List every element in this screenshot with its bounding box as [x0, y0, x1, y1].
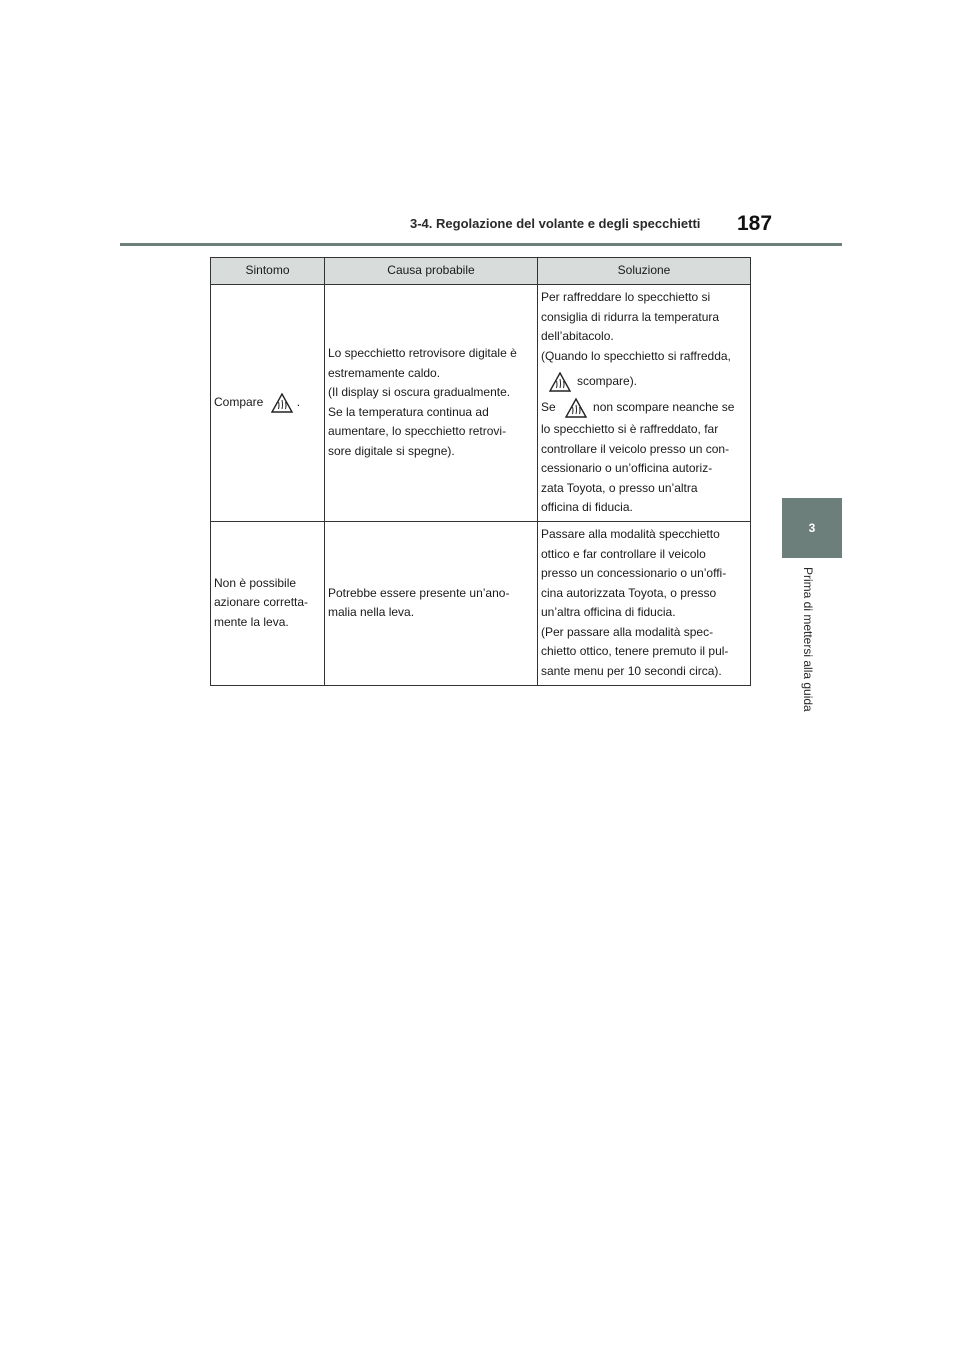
solution-text: non scompare neanche se	[593, 400, 735, 415]
solution-line: consiglia di ridurra la temperatura	[541, 309, 720, 324]
symptom-text: Compare	[214, 394, 264, 409]
solution-cell	[538, 285, 751, 522]
solution-line: cessionario o un’officina autoriz-	[541, 461, 713, 475]
symptom-line: azionare corretta-	[214, 595, 309, 610]
symptom-text-end: .	[296, 394, 301, 409]
mirror-heat-warning-icon	[271, 393, 293, 413]
cause-line: (Il display si oscura gradualmente.	[328, 385, 511, 400]
cause-line: sore digitale si spegne).	[328, 443, 455, 458]
table-row	[211, 521, 751, 685]
solution-line: cina autorizzata Toyota, o presso	[541, 585, 717, 600]
solution-line: presso un concessionario o un’offi-	[541, 566, 727, 580]
table-header-row	[211, 258, 751, 285]
solution-line: (Quando lo specchietto si raffredda,	[541, 348, 731, 363]
solution-line: zata Toyota, o presso un’altra	[541, 480, 698, 495]
page-number: 187	[737, 212, 773, 235]
solution-line: lo specchietto si è raffreddato, far	[541, 422, 719, 436]
solution-cell	[538, 521, 751, 685]
mirror-heat-warning-icon	[565, 398, 587, 418]
cause-line: Se la temperatura continua ad	[328, 404, 489, 419]
cause-line: aumentare, lo specchietto retrovi-	[328, 424, 507, 439]
solution-line: ottico e far controllare il veicolo	[541, 546, 706, 561]
cause-line: Lo specchietto retrovisore digitale è	[328, 346, 517, 361]
chapter-tab	[782, 498, 842, 558]
chapter-title: Prima di mettersi alla guida	[801, 567, 815, 712]
cause-cell	[325, 285, 538, 522]
solution-line: Per raffreddare lo specchietto si	[541, 290, 711, 304]
troubleshooting-table	[210, 257, 751, 686]
solution-line: chietto ottico, tenere premuto il pul-	[541, 644, 729, 658]
cause-cell	[325, 521, 538, 685]
table-row	[211, 285, 751, 522]
solution-line: un’altra officina di fiducia.	[541, 605, 676, 619]
solution-line: controllare il veicolo presso un con-	[541, 441, 730, 456]
solution-line: dell’abitacolo.	[541, 329, 614, 343]
column-header-solution: Soluzione	[538, 258, 751, 285]
symptom-line: Non è possibile	[214, 575, 297, 590]
cause-line: Potrebbe essere presente un’ano-	[328, 585, 510, 600]
solution-line: sante menu per 10 secondi circa).	[541, 663, 722, 678]
symptom-line: mente la leva.	[214, 614, 289, 629]
solution-icon-line-2	[541, 396, 747, 420]
header-rule	[120, 243, 842, 246]
symptom-cell	[211, 521, 325, 685]
solution-line: (Per passare alla modalità spec-	[541, 624, 714, 639]
solution-text: Se	[541, 400, 556, 415]
cause-line: malia nella leva.	[328, 605, 415, 619]
solution-text: scompare).	[577, 374, 638, 389]
chapter-number: 3	[808, 521, 816, 535]
symptom-cell	[211, 285, 325, 522]
solution-line: officina di fiducia.	[541, 500, 633, 514]
column-header-cause: Causa probabile	[325, 258, 538, 285]
cause-line: estremamente caldo.	[328, 365, 441, 380]
column-header-symptom: Sintomo	[211, 258, 325, 285]
mirror-heat-warning-icon	[549, 372, 571, 392]
solution-icon-line	[541, 366, 747, 396]
section-title: 3-4. Regolazione del volante e degli specchietti	[410, 216, 701, 231]
solution-line: Passare alla modalità specchietto	[541, 527, 720, 541]
